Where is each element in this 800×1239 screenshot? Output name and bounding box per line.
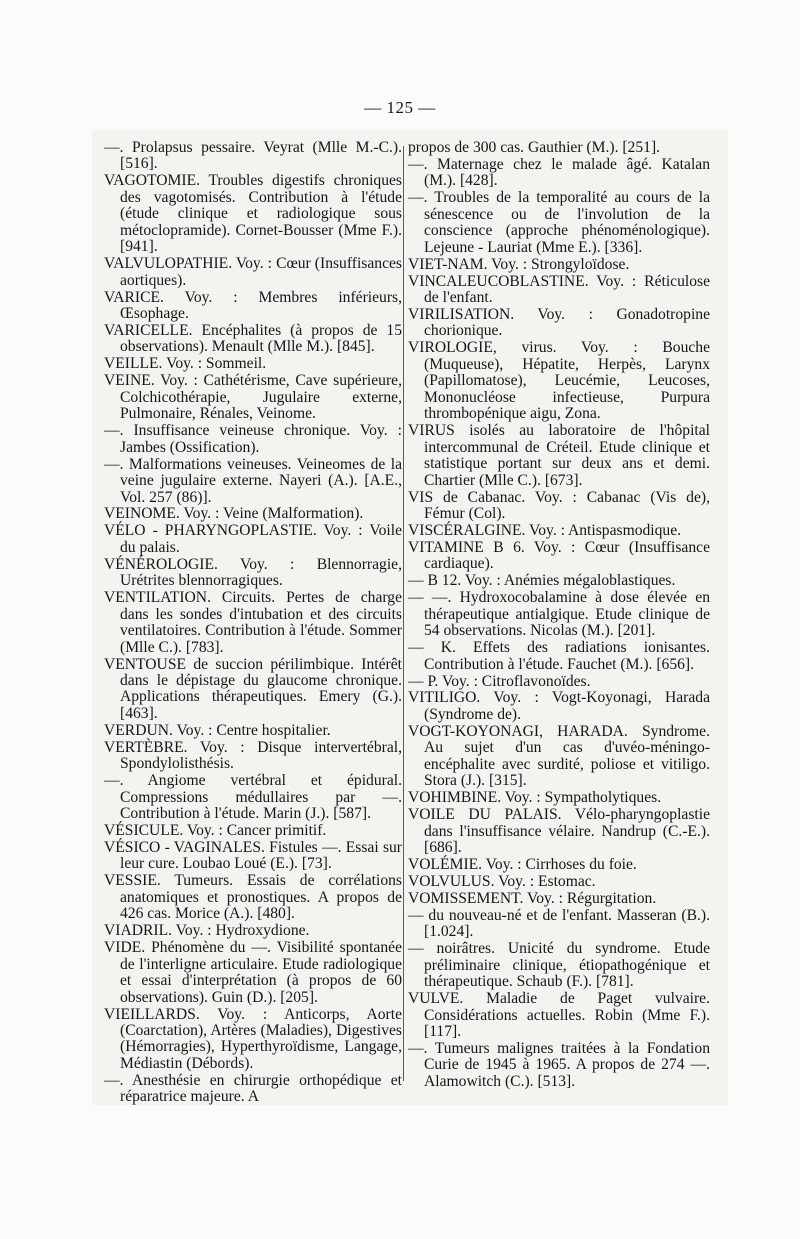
- index-entry: —. Angiome vertébral et épidural. Compressions médullaires par —. Contribution à l'étude. Marin (J.). [587].: [104, 772, 402, 823]
- index-entry: — du nouveau-né et de l'enfant. Masseran (B.). [1.024].: [408, 906, 710, 941]
- index-entry: VITILIGO. Voy. : Vogt-Koyonagi, Harada (Syndrome de).: [408, 689, 710, 723]
- index-entry: VOLVULUS. Voy. : Estomac.: [408, 872, 596, 890]
- index-entry: VIADRIL. Voy. : Hydroxydione.: [104, 922, 310, 940]
- index-entry: —. Anesthésie en chirurgie orthopédique et réparatrice majeure. A: [104, 1071, 402, 1106]
- index-entry: VÉLO - PHARYNGOPLASTIE. Voy. : Voile du palais.: [104, 522, 402, 556]
- index-entry: —. Insuffisance veineuse chronique. Voy. : Jambes (Ossification).: [104, 422, 402, 456]
- index-entry: VOHIMBINE. Voy. : Sympatholytiques.: [408, 789, 662, 807]
- index-entry: VINCALEUCOBLASTINE. Voy. : Réticulose de l'enfant.: [408, 272, 710, 307]
- index-entry: VOILE DU PALAIS. Vélo-pharyngoplastie dans l'insuffisance vélaire. Nandrup (C.-E.). [686].: [408, 806, 710, 857]
- index-entry: VERTÈBRE. Voy. : Disque intervertébral, Spondylolisthésis.: [104, 738, 402, 773]
- index-entry: VARICELLE. Encéphalites (à propos de 15 observations). Menault (Mlle M.). [845].: [104, 321, 402, 356]
- index-entry: VERDUN. Voy. : Centre hospitalier.: [104, 721, 331, 739]
- column-divider: [403, 146, 404, 1081]
- index-entry: —. Troubles de la temporalité au cours de la sénescence ou de l'involution de la conscience (approche phénoménologique). Lejeune - Lauriat (Mme E.). [336].: [408, 189, 710, 256]
- index-entry: —. Prolapsus pessaire. Veyrat (Mlle M.-C.). [516].: [104, 139, 402, 173]
- index-entry: VIS de Cabanac. Voy. : Cabanac (Vis de), Fémur (Col).: [408, 488, 710, 522]
- index-entry: VITAMINE B 6. Voy. : Cœur (Insuffisance cardiaque).: [408, 538, 710, 573]
- index-entry: VOGT-KOYONAGI, HARADA. Syndrome. Au sujet d'un cas d'uvéo-méningo-encéphalite avec surdité, poliose et vitiligo. Stora (J.). [315].: [408, 722, 710, 790]
- index-entry: VENTOUSE de succion périlimbique. Intérêt dans le dépistage du glaucome chronique. Applications thérapeutiques. Emery (G.). [463].: [104, 655, 402, 722]
- index-entry: — K. Effets des radiations ionisantes. Contribution à l'étude. Fauchet (M.). [656].: [408, 639, 710, 673]
- index-entry: — —. Hydroxocobalamine à dose élevée en thérapeutique antialgique. Etude clinique de 54 observations. Nicolas (M.). [201].: [408, 589, 710, 640]
- index-entry: VÉNÉROLOGIE. Voy. : Blennorragie, Urétrites blennorragiques.: [104, 555, 402, 590]
- index-entry: VIDE. Phénomène du —. Visibilité spontanée de l'interligne articulaire. Etude radiologique et essai d'interprétation (à propos de 60 observations). Guin (D.). [205].: [104, 939, 402, 1006]
- index-entry: VEILLE. Voy. : Sommeil.: [104, 355, 267, 373]
- index-entry: VOMISSEMENT. Voy. : Régurgitation.: [408, 889, 657, 907]
- index-entry: VARICE. Voy. : Membres inférieurs, Œsophage.: [104, 288, 402, 323]
- index-entry: VIET-NAM. Voy. : Strongyloïdose.: [408, 255, 630, 273]
- index-entry: VESSIE. Tumeurs. Essais de corrélations anatomiques et pronostiques. A propos de 426 cas. Morice (A.). [480].: [104, 872, 402, 923]
- index-entry: VAGOTOMIE. Troubles digestifs chroniques des vagotomisés. Contribution à l'étude (étude clinique et radiologique sous métoclopramide). Cornet-Bousser (Mme F.). [941].: [104, 172, 402, 256]
- index-entry: VOLÉMIE. Voy. : Cirrhoses du foie.: [408, 855, 637, 873]
- index-column-right: [408, 140, 710, 1091]
- index-entry: — noirâtres. Unicité du syndrome. Etude préliminaire clinique, étiopathogénique et thérapeutique. Schaub (F.). [781].: [408, 940, 710, 991]
- index-entry: —. Tumeurs malignes traitées à la Fondation Curie de 1945 à 1965. A propos de 274 —. Alamowitch (C.). [513].: [408, 1039, 710, 1090]
- index-entry: VIRILISATION. Voy. : Gonadotropine chorionique.: [408, 306, 710, 340]
- index-entry: VIRUS isolés au laboratoire de l'hôpital intercommunal de Créteil. Etude clinique et statistique portant sur deux ans et demi. Chartier (Mlle C.). [673].: [408, 422, 710, 489]
- index-entry: VULVE. Maladie de Paget vulvaire. Considérations actuelles. Robin (Mme F.). [117].: [408, 990, 710, 1041]
- index-column-left: [104, 140, 402, 1106]
- index-entry: —. Malformations veineuses. Veineomes de la veine jugulaire externe. Nayeri (A.). [A.E., Vol. 257 (86)].: [104, 455, 402, 506]
- index-entry: VEINOME. Voy. : Veine (Malformation).: [104, 505, 364, 523]
- index-entry: — P. Voy. : Citroflavonoïdes.: [408, 672, 591, 690]
- index-entry: VÉSICO - VAGINALES. Fistules —. Essai sur leur cure. Loubao Loué (E.). [73].: [104, 839, 402, 873]
- index-entry: VENTILATION. Circuits. Pertes de charge dans les sondes d'intubation et des circuits ventilatoires. Contribution à l'étude. Sommer (Mlle C.). [783].: [104, 589, 402, 656]
- index-entry: — B 12. Voy. : Anémies mégaloblastiques.: [408, 572, 676, 590]
- page-number: — 125 —: [364, 98, 436, 117]
- index-entry: —. Maternage chez le malade âgé. Katalan (M.). [428].: [408, 155, 710, 190]
- index-entry: VÉSICULE. Voy. : Cancer primitif.: [104, 822, 327, 840]
- index-entry: VIEILLARDS. Voy. : Anticorps, Aorte (Coarctation), Artères (Maladies), Digestives (Hémorragies), Hyperthyroïdisme, Langage, Médiastin (Débords).: [104, 1005, 402, 1072]
- index-entry: VISCÉRALGINE. Voy. : Antispasmodique.: [408, 521, 682, 539]
- index-entry: VEINE. Voy. : Cathétérisme, Cave supérieure, Colchicothérapie, Jugulaire externe, Pulmonaire, Rénales, Veinome.: [104, 372, 402, 423]
- index-entry: VIROLOGIE, virus. Voy. : Bouche (Muqueuse), Hépatite, Herpès, Larynx (Papillomatose), Leucémie, Leucoses, Mononucléose infectieuse, Purpura thrombopénique aigu, Zona.: [408, 339, 710, 423]
- index-entry: propos de 300 cas. Gauthier (M.). [251].: [408, 139, 661, 156]
- index-entry: VALVULOPATHIE. Voy. : Cœur (Insuffisances aortiques).: [104, 255, 402, 289]
